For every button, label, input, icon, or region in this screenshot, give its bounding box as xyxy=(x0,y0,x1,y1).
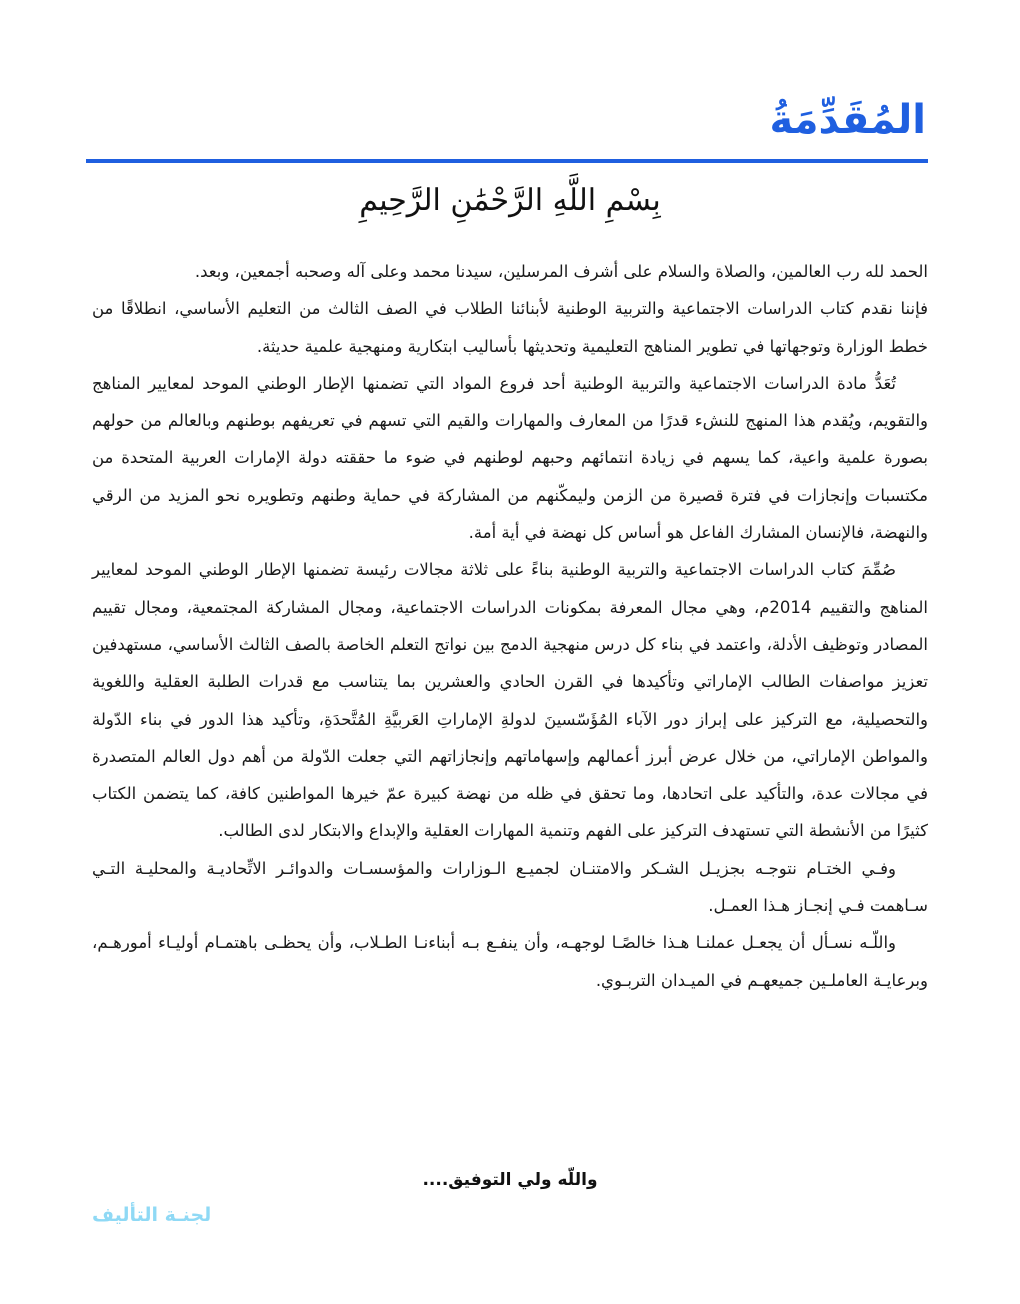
paragraph-prayer: واللّـه نسـأل أن يجعـل عملنـا هـذا خالصًـا لوجهـه، وأن ينفـع بـه أبناءنـا الطـلاب، وأن يحظـى باهتمـام أوليـاء أمورهـم، وبرعايـة العاملـين جميعهـم في الميـدان التربـوي. xyxy=(92,933,928,990)
paragraph-book-intro: فإننا نقدم كتاب الدراسات الاجتماعية والتربية الوطنية لأبنائنا الطلاب في الصف الثالث من التعليم الأساسي، انطلاقًا من خطط الوزارة وتوجهاتها في تطوير المناهج التعليمية وتحديثها بأساليب ابتكارية ومنهجية علمية حديثة. xyxy=(92,299,928,356)
closing-line: واللّه ولي التوفيق.... xyxy=(422,1170,598,1190)
page-title: المُقَدِّمَةُ xyxy=(769,97,926,143)
author-committee-signature: لجنـة التأليف xyxy=(92,1204,212,1226)
basmala: بِسْمِ اللَّهِ الرَّحْمَٰنِ الرَّحِيمِ xyxy=(359,183,661,218)
paragraph-subject: تُعَدُّ مادة الدراسات الاجتماعية والتربية الوطنية أحد فروع المواد التي تضمنها الإطار الوطني الموحد لمعايير المناهج والتقويم، ويُقدم هذا المنهج للنشء قدرًا من المعارف والمهارات والقيم التي تسهم في تعريفهم بوطنهم وبالعالم من حولهم بصورة علمية واعية، كما يسهم في زيادة انتمائهم وحبهم لوطنهم في ضوء ما حققته دولة الإمارات العربية المتحدة من مكتسبات وإنجازات في فترة قصيرة من الزمن وليمكّنهم من المشاركة في حماية وطنهم وتطويره نحو المزيد من الرقي والنهضة، فالإنسان المشارك الفاعل هو أساس كل نهضة في أية أمة. xyxy=(92,373,928,543)
title-divider xyxy=(86,159,928,163)
introduction-text xyxy=(92,253,928,999)
paragraph-opening: الحمد لله رب العالمين، والصلاة والسلام على أشرف المرسلين، سيدنا محمد وعلى آله وصحبه أجمعين، وبعد. xyxy=(194,262,928,281)
paragraph-thanks: وفـي الختـام نتوجـه بجزيـل الشـكر والامتنـان لجميـع الـوزارات والمؤسسـات والدوائـر الاتِّحاديـة والمحليـة التـي سـاهمت فـي إنجـاز هـذا العمـل. xyxy=(92,858,928,916)
paragraph-design: صُمِّمَ كتاب الدراسات الاجتماعية والتربية الوطنية بناءً على ثلاثة مجالات رئيسة تضمنها الإطار الوطني الموحد لمعايير المناهج والتقييم 2014م، وهي مجال المعرفة بمكونات الدراسات الاجتماعية، ومجال المشاركة المجتمعية، ومجال تقييم المصادر وتوظيف الأدلة، واعتمد في بناء كل درس منهجية الدمج بين نواتج التعلم الخاصة بالصف الثالث الأساسي، مستهدفين تعزيز مواصفات الطالب الإماراتي وتأكيدها في القرن الحادي والعشرين بما يتناسب مع قدرات الطلبة العقلية واللغوية والتحصيلية، مع التركيز على إبراز دور الآباء المُؤَسّسينَ لدولةِ الإماراتِ العَربيَّةِ المُتَّحدَةِ، وتأكيد هذا الدور في بناء الدّولة والمواطن الإماراتي، من خلال عرض أبرز أعمالهم وإسهاماتهم وإنجازاتهم التي جعلت الدّولة من أهم دول العالم المتصدرة في مجالات عدة، والتأكيد على اتحادها، وما تحقق في ظله من نهضة كبيرة عمّ خيرها المواطنين كافة، كما يتضمن الكتاب كثيرًا من الأنشطة التي تستهدف التركيز على الفهم وتنمية المهارات العقلية والإبداع والابتكار لدى الطالب. xyxy=(92,560,929,841)
